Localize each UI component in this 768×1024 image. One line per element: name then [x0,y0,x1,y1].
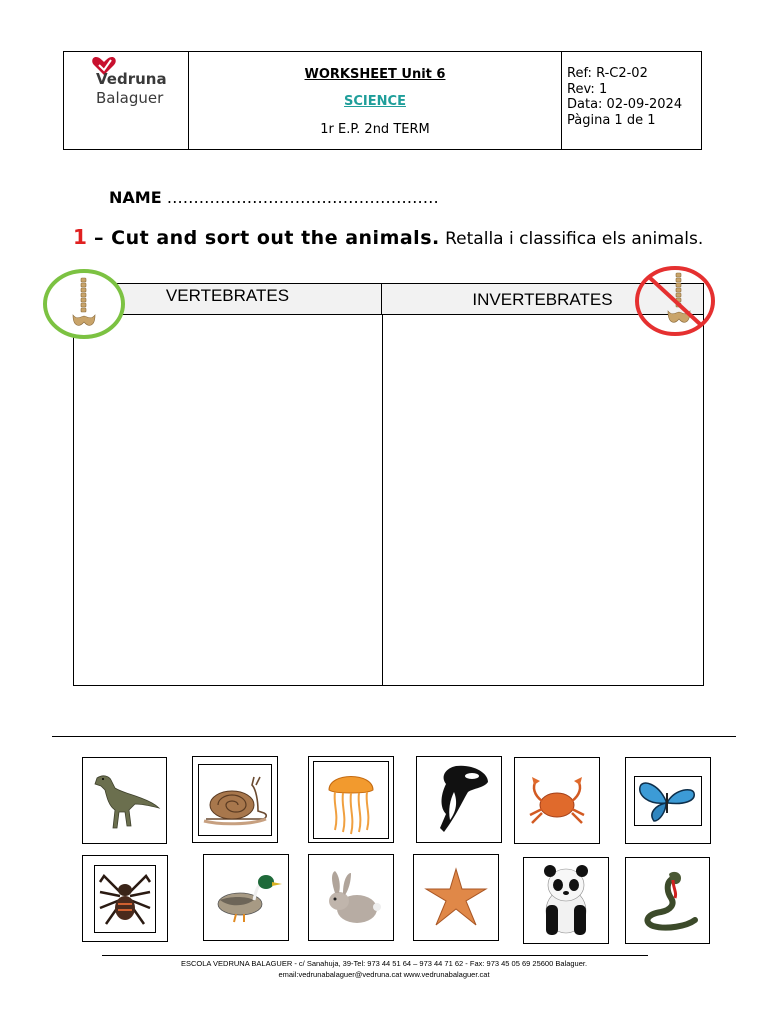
invertebrates-header: INVERTEBRATES [382,284,703,315]
spine-no-icon [634,265,716,337]
card-jellyfish[interactable] [308,756,394,843]
spider-icon [96,868,154,930]
card-orca[interactable] [416,756,502,843]
snake-icon [635,870,701,932]
exercise-dash: – [86,227,112,249]
column-divider [382,315,383,685]
panda-icon [534,865,598,937]
page-number: Pàgina 1 de 1 [567,112,656,128]
card-snake[interactable] [625,857,710,944]
footer-address: ESCOLA VEDRUNA BALAGUER - c/ Sanahuja, 39-Tel: 973 44 51 64 – 973 44 71 62 - Fax: 973 45 05 69 25600 Balaguer. [180,959,588,968]
sort-table [73,283,704,686]
subject-label: SCIENCE [344,94,406,109]
reference-cell [562,52,701,149]
butterfly-icon [636,779,700,823]
name-label: NAME [109,188,162,207]
starfish-icon [424,867,488,929]
duck-icon [210,870,282,926]
revision: Rev: 1 [567,81,608,97]
name-field[interactable] [109,188,439,207]
exercise-instruction [73,226,704,250]
card-spider[interactable] [82,855,168,942]
card-snail[interactable] [192,756,278,843]
footer-contact: email:vedrunabalaguer@vedruna.cat www.vedrunabalaguer.cat [278,970,490,979]
title-cell [189,52,562,149]
exercise-number: 1 [73,225,87,249]
card-butterfly[interactable] [625,757,711,844]
name-dots: …………………………………………… [166,188,439,207]
dinosaur-icon [89,770,161,832]
crab-icon [524,773,590,829]
header-table [63,51,702,150]
exercise-english: Cut and sort out the animals. [111,227,440,249]
logo-name: Vedruna [96,70,167,88]
logo-subtitle: Balaguer [96,89,164,107]
cut-line [52,736,736,737]
footer-divider [102,955,648,956]
jellyfish-icon [319,764,383,836]
exercise-catalan: Retalla i classifica els animals. [439,229,704,249]
card-crab[interactable] [514,757,600,844]
ref-code: Ref: R-C2-02 [567,66,648,81]
card-panda[interactable] [523,857,609,944]
spine-yes-icon [43,268,125,340]
vertebrates-header: VERTEBRATES [74,284,382,315]
card-starfish[interactable] [413,854,499,941]
snail-icon [200,771,270,829]
orca-icon [426,762,492,838]
worksheet-title: WORKSHEET Unit 6 [304,67,446,82]
course-label: 1r E.P. 2nd TERM [320,122,430,137]
card-dinosaur[interactable] [82,757,167,844]
logo-cell [64,52,189,149]
card-duck[interactable] [203,854,289,941]
date: Data: 02-09-2024 [567,97,683,112]
rabbit-icon [319,867,383,929]
card-rabbit[interactable] [308,854,394,941]
